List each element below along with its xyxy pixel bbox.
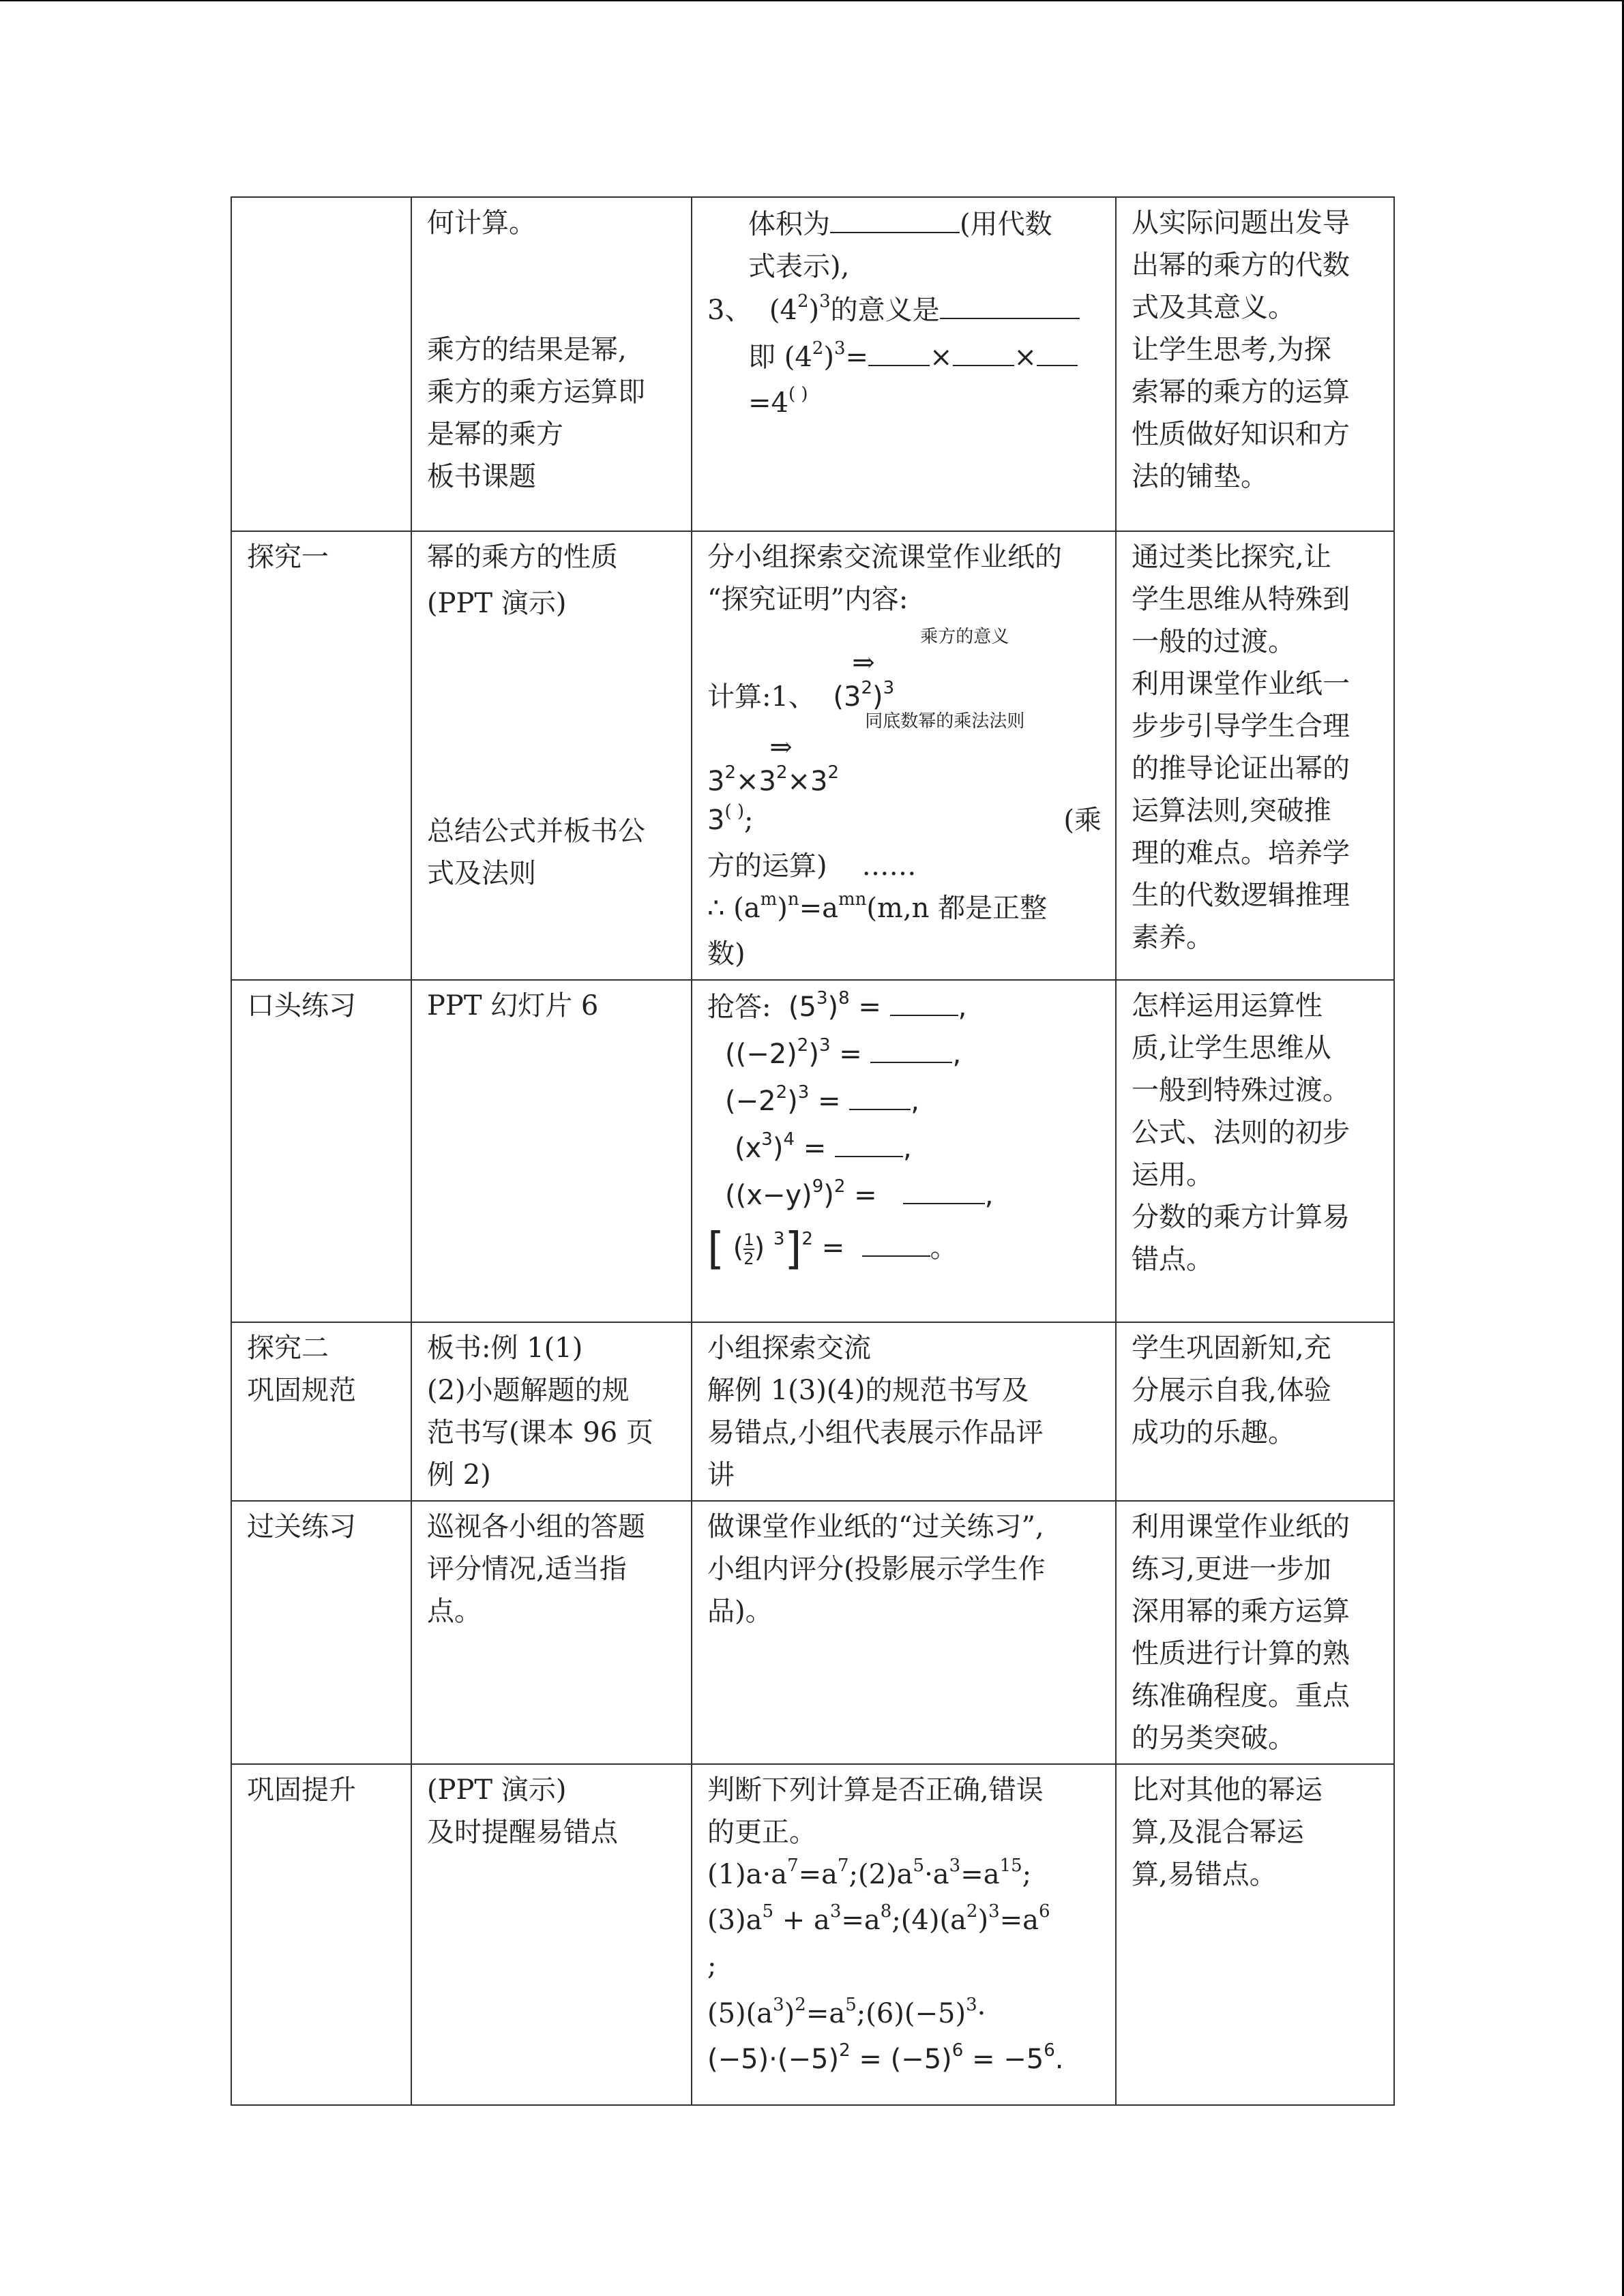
answer-blank bbox=[903, 1173, 985, 1204]
judge-line: $(5)(a^3)^2=a^5;(6)(-5)^3\cdot$ bbox=[707, 1995, 986, 2029]
text-line: 探究二 bbox=[247, 1332, 329, 1364]
expansion-line: 即 $(4^2)^3=$ × × bbox=[707, 335, 1102, 382]
text-line: 评分情况,适当指 bbox=[427, 1553, 627, 1585]
text-line: 生的代数逻辑推理 bbox=[1132, 880, 1350, 911]
text-line: 范书写(课本 96 页 bbox=[427, 1417, 653, 1448]
text-line: 数) bbox=[707, 938, 745, 970]
design-intent-cell bbox=[1116, 1764, 1394, 2105]
text-line: 质,让学生思维从 bbox=[1132, 1032, 1331, 1064]
stage-cell bbox=[231, 197, 411, 531]
text-line: 品)。 bbox=[707, 1596, 773, 1627]
text-line: 通过类比探究,让 bbox=[1132, 541, 1331, 573]
text-line: 解例 1(3)(4)的规范书写及 bbox=[707, 1375, 1029, 1406]
text-line: 巩固规范 bbox=[247, 1375, 356, 1406]
text-line: 步步引导学生合理 bbox=[1132, 711, 1350, 742]
teacher-activity-cell bbox=[411, 1322, 692, 1501]
text-line: 式及其意义。 bbox=[1132, 292, 1295, 323]
text-line: 巡视各小组的答题 bbox=[427, 1511, 645, 1542]
text-line: 深用幂的乘方运算 bbox=[1132, 1596, 1350, 1627]
exercise-line: $(x^3)^4$ = , bbox=[707, 1126, 1102, 1173]
stage-cell: 探究一 bbox=[231, 531, 411, 980]
answer-blank bbox=[953, 335, 1014, 366]
answer-blank bbox=[849, 1079, 911, 1110]
answer-blank bbox=[830, 202, 960, 233]
stage-cell bbox=[231, 1322, 411, 1501]
student-activity-cell bbox=[692, 1764, 1116, 2105]
answer-blank bbox=[862, 1225, 930, 1257]
judge-line: $(-5)\cdot(-5)^2 = (-5)^6 = -5^6$. bbox=[707, 2040, 1064, 2075]
answer-blank bbox=[868, 335, 930, 366]
text-line: 幂的乘方的性质 bbox=[427, 541, 618, 573]
text-line: 讲 bbox=[707, 1459, 735, 1491]
lesson-plan-table bbox=[231, 196, 1395, 2106]
text-line: 学生巩固新知,充 bbox=[1132, 1332, 1331, 1364]
text-line: 是幂的乘方 bbox=[427, 419, 563, 450]
text-line: 性质做好知识和方 bbox=[1132, 419, 1350, 450]
judge-line: $(3)a^5$ + $a^3=a^8;(4)(a^2)^3=a^6$ bbox=[707, 1901, 1050, 1936]
text-line: 式表示), bbox=[748, 251, 850, 282]
text-line: 小组内评分(投影展示学生作 bbox=[707, 1553, 1046, 1585]
design-intent-cell bbox=[1116, 1501, 1394, 1764]
text-line: 小组探索交流 bbox=[707, 1332, 871, 1364]
text-line: 式及法则 bbox=[427, 858, 536, 889]
answer-blank bbox=[1037, 335, 1078, 366]
text-line: 法的铺垫。 bbox=[1132, 461, 1268, 492]
proof-step-3: 3( ); (乘 bbox=[707, 801, 1102, 836]
table-row bbox=[231, 980, 1394, 1322]
text-line: 板书:例 1(1) bbox=[427, 1332, 583, 1364]
text-line: 总结公式并板书公 bbox=[427, 816, 645, 847]
text-line: 做课堂作业纸的“过关练习”, bbox=[707, 1511, 1044, 1542]
text-line: “探究证明”内容: bbox=[707, 584, 909, 615]
text-line: ; bbox=[707, 1950, 717, 1982]
text-line: 公式、法则的初步 bbox=[1132, 1117, 1350, 1148]
proof-step-1: 计算:1、 $(3^2)^3$ 乘方的意义 ⇒ bbox=[707, 630, 1102, 721]
table-row bbox=[231, 1764, 1394, 2105]
text-line: 比对其他的幂运 bbox=[1132, 1774, 1323, 1806]
text-line: 易错点,小组代表展示作品评 bbox=[707, 1417, 1044, 1448]
exercise-line: $((x-y)^9)^2$ = , bbox=[707, 1173, 1102, 1220]
text-line: 分小组探索交流课堂作业纸的 bbox=[707, 541, 1062, 573]
text-line: 一般的过渡。 bbox=[1132, 626, 1295, 657]
exercise-line: $((-2)^2)^3$ = , bbox=[707, 1032, 1102, 1079]
text-line: 例 2) bbox=[427, 1459, 491, 1491]
student-activity-cell bbox=[692, 531, 1116, 980]
stage-cell: 口头练习 bbox=[231, 980, 411, 1322]
text-line: 算,易错点。 bbox=[1132, 1859, 1277, 1890]
stage-cell: 过关练习 bbox=[231, 1501, 411, 1764]
text-line: 理的难点。培养学 bbox=[1132, 837, 1350, 869]
table-row bbox=[231, 197, 1394, 531]
text-line: 学生思维从特殊到 bbox=[1132, 584, 1350, 615]
text-line: 的另类突破。 bbox=[1132, 1723, 1295, 1754]
text-line: 的推导论证出幂的 bbox=[1132, 753, 1350, 784]
text-line: 乘方的结果是幂, bbox=[427, 334, 627, 366]
table-row bbox=[231, 1322, 1394, 1501]
text-line: 成功的乐趣。 bbox=[1132, 1417, 1295, 1448]
text-line: 分展示自我,体验 bbox=[1132, 1375, 1331, 1406]
text-line: 利用课堂作业纸一 bbox=[1132, 668, 1350, 700]
student-activity-cell bbox=[692, 1501, 1116, 1764]
text-line: (2)小题解题的规 bbox=[427, 1375, 630, 1406]
text-line: (PPT 演示) bbox=[427, 588, 567, 619]
volume-line: 体积为 (用代数 bbox=[707, 202, 1102, 245]
exercise-line: 抢答: $(5^3)^8$ = , bbox=[707, 985, 1102, 1032]
implies-arrow: 同底数幂的乘法法则 ⇒ bbox=[769, 711, 1025, 763]
table-row bbox=[231, 531, 1394, 980]
student-activity-cell bbox=[692, 980, 1116, 1322]
text-line: 何计算。 bbox=[427, 207, 536, 239]
judge-line: $(1)a\cdot a^7=a^7;(2)a^5\cdot a^3=a^{15}$; bbox=[707, 1855, 1032, 1890]
text-line: 运算法则,突破推 bbox=[1132, 795, 1331, 826]
stage-cell: 巩固提升 bbox=[231, 1764, 411, 2105]
teacher-activity-cell bbox=[411, 1764, 692, 2105]
answer-blank bbox=[835, 1126, 903, 1157]
design-intent-cell bbox=[1116, 197, 1394, 531]
teacher-activity-cell bbox=[411, 531, 692, 980]
design-intent-cell bbox=[1116, 531, 1394, 980]
text-line: 让学生思考,为探 bbox=[1132, 334, 1331, 366]
student-activity-cell bbox=[692, 1322, 1116, 1501]
design-intent-cell bbox=[1116, 980, 1394, 1322]
text-line: 一般到特殊过渡。 bbox=[1132, 1075, 1350, 1106]
answer-blank bbox=[940, 288, 1080, 319]
text-line: 判断下列计算是否正确,错误 bbox=[707, 1774, 1044, 1806]
student-activity-cell bbox=[692, 197, 1116, 531]
text-line: 索幂的乘方的运算 bbox=[1132, 376, 1350, 408]
exercise-line: $(-2^2)^3$ = , bbox=[707, 1079, 1102, 1126]
answer-blank bbox=[870, 1032, 952, 1063]
text-line: 算,及混合幂运 bbox=[1132, 1817, 1304, 1848]
text-line: 乘方的乘方运算即 bbox=[427, 376, 645, 408]
text-line: 板书课题 bbox=[427, 461, 536, 492]
answer-blank bbox=[890, 985, 958, 1016]
text-line: 方的运算) …… bbox=[707, 850, 917, 882]
text-line: 练准确程度。重点 bbox=[1132, 1680, 1350, 1712]
text-line: 出幂的乘方的代数 bbox=[1132, 250, 1350, 281]
text-line: (PPT 演示) bbox=[427, 1774, 567, 1806]
teacher-activity-cell bbox=[411, 197, 692, 531]
fraction: $\frac{1}{2}$ bbox=[743, 1230, 754, 1268]
text-line: 利用课堂作业纸的 bbox=[1132, 1511, 1350, 1542]
result-line: =4( ) bbox=[748, 384, 808, 419]
text-line: 怎样运用运算性 bbox=[1132, 990, 1323, 1022]
text-line: 运用。 bbox=[1132, 1159, 1213, 1191]
proof-step-2: $3^2\times 3^2\times 3^2$ 同底数幂的乘法法则 ⇒ bbox=[707, 715, 1102, 806]
teacher-activity-cell: PPT 幻灯片 6 bbox=[411, 980, 692, 1322]
text-line: 点。 bbox=[427, 1596, 482, 1627]
text-line: 素养。 bbox=[1132, 922, 1213, 953]
text-line: 分数的乘方计算易 bbox=[1132, 1202, 1350, 1233]
table-row bbox=[231, 1501, 1394, 1764]
implies-arrow: 乘方的意义 ⇒ bbox=[852, 627, 1009, 679]
teacher-activity-cell bbox=[411, 1501, 692, 1764]
meaning-line: 3、 $(4^2)^3$的意义是 bbox=[707, 288, 1102, 335]
design-intent-cell bbox=[1116, 1322, 1394, 1501]
text-line: 的更正。 bbox=[707, 1817, 816, 1848]
text-line: 练习,更进一步加 bbox=[1132, 1553, 1331, 1585]
page-top-border bbox=[0, 0, 1624, 1]
power-rule-formula: ∴ $(a^m)^n=a^{mn}(m,n$ 都是正整 bbox=[707, 889, 1048, 924]
text-line: 及时提醒易错点 bbox=[427, 1817, 618, 1848]
text-line: 从实际问题出发导 bbox=[1132, 207, 1350, 239]
text-line: 性质进行计算的熟 bbox=[1132, 1638, 1350, 1669]
fraction-exercise: [ ( $\frac{1}{2}$ ) $^3$]$^2$ = 。 bbox=[707, 1224, 958, 1274]
text-line: 错点。 bbox=[1132, 1244, 1213, 1275]
